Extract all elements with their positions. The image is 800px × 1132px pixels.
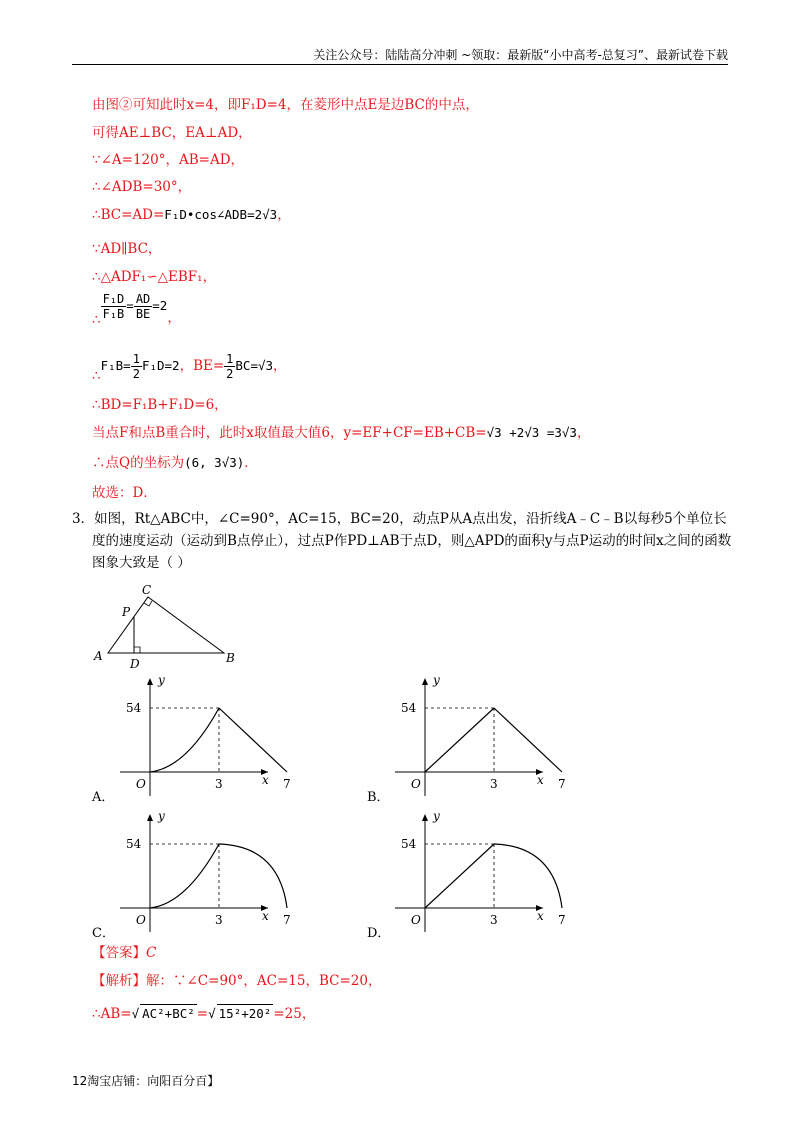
y-tick-54: 54 [401,701,417,715]
option-b [365,672,566,806]
solution-line-1: 由图②可知此时x=4，即F₁D=4，在菱形中点E是边BC的中点， [92,97,479,113]
graph-segment-2 [494,844,562,908]
line9-suffix: ， [273,358,287,374]
x-axis-label: x [537,909,544,923]
x-tick-7: 7 [283,777,291,791]
triangle-figure [88,583,248,673]
question-number: 3． [72,511,95,527]
line9-c: ，BE= [179,358,225,374]
y-axis-label: y [158,809,165,823]
line12-suffix: ． [244,455,258,471]
y-axis-label: y [433,673,440,687]
graph-segment-1 [425,844,494,908]
y-axis-arrow [147,678,153,685]
line9-d: BC=√3 [235,358,274,373]
solution-line-6: ∵AD∥BC， [92,241,162,257]
option-label-d[interactable]: D． [367,926,391,941]
ab-expr-2: 15²+20² [218,1006,272,1021]
option-label-b[interactable]: B． [367,790,390,805]
line12-text: ∴点Q的坐标为 [92,455,185,471]
solution-line-2: 可得AE⊥BC，EA⊥AD， [92,125,252,141]
solution-line-12 [92,454,258,472]
graph-segment-1 [150,844,219,908]
graph-segment-2 [219,844,287,908]
analysis-line [92,972,381,990]
line11-text: 当点F和点B重合时，此时x取值最大值6，y=EF+CF=EB+CB= [92,425,487,441]
x-axis-label: x [262,773,269,787]
header-text: 关注公众号：陆陆高分冲刺 ~领取：最新版“小中高考-总复习”、最新试卷下载 [313,48,728,62]
solution-line-11 [92,424,590,442]
line5-suffix: ， [277,207,291,223]
option-a [90,672,291,806]
origin-label: O [411,913,421,927]
option-graph-c [90,808,291,938]
x-tick-3: 3 [215,777,223,791]
page-header [72,40,728,65]
line5-expr: F₁D•cos∠ADB=2√3 [164,207,278,222]
option-d [365,808,566,942]
option-label-c[interactable]: C． [92,926,115,941]
x-axis-label: x [537,773,544,787]
line9-frac: $\frac{1}{2}$ [132,352,140,381]
origin-label: O [411,777,421,791]
solution-line-8: ∴ $\frac{\text{F₁D}}{\text{F₁B}}$ = $\frac{AD}{BE}$ =2， [92,292,181,328]
x-axis-label: x [262,909,269,923]
x-tick-3: 3 [215,913,223,927]
solution-line-10: ∴BD=F₁B+F₁D=6， [92,397,228,413]
ab-suffix: =25， [273,1006,316,1022]
option-graph-b [365,672,566,802]
solution-line-3: ∵∠A=120°，AB=AD， [92,152,245,168]
label-D: D [130,657,140,671]
origin-label: O [136,913,146,927]
ab-expr-1: AC²+BC² [142,1006,195,1021]
option-label-a[interactable]: A． [92,790,115,805]
y-axis-arrow [147,814,153,821]
ab-prefix: ∴AB= [92,1006,132,1022]
option-graph-d [365,808,566,938]
y-tick-54: 54 [401,837,417,851]
answer-label: 【答案】 [92,945,146,961]
line5-prefix: ∴BC=AD= [92,207,165,223]
line8-frac-1: $\frac{\text{F₁D}}{\text{F₁B}}$ [102,292,125,321]
label-B: B [226,651,235,665]
question-text: 如图，Rt△ABC中，∠C=90°，AC=15，BC=20，动点P从A点出发，沿折线A﹣C﹣B以每秒5个单位长度的速度运动（运动到B点停止），过点P作PD⊥AB于点D，则△APD的面积y与点P运动的时间x之间的函数图象大致是（ ） [92,511,732,571]
graph-segment-2 [494,708,562,772]
origin-label: O [136,777,146,791]
x-tick-3: 3 [490,913,498,927]
y-axis-arrow [422,814,428,821]
label-A: A [94,649,103,663]
graph-segment-1 [150,708,219,772]
analysis-line-2: ∴AB=√ AC²+BC² =√ 15²+20² =25， [92,1006,316,1022]
label-C: C [142,583,152,597]
solution-line-4: ∴∠ADB=30°， [92,179,192,195]
line9-frac-2: $\frac{1}{2}$ [226,352,234,381]
line8-prefix: ∴ [92,312,101,328]
option-graph-a [90,672,291,802]
line9-a: F₁B= [100,358,131,373]
option-c [90,808,291,942]
answer-value: C [146,945,157,961]
solution-line-5 [92,206,291,224]
analysis-label: 【解析】 [92,973,146,989]
line8-suffix: ， [167,310,181,326]
y-tick-54: 54 [126,837,142,851]
graph-segment-1 [425,708,494,772]
x-tick-7: 7 [558,913,566,927]
question-3 [72,508,732,574]
line9-prefix: ∴ [92,368,101,384]
x-tick-7: 7 [558,777,566,791]
line8-frac-2: $\frac{AD}{BE}$ [135,292,151,321]
analysis-text: 解：∵∠C=90°，AC=15，BC=20， [146,973,382,989]
solution-line-7: ∴△ADF₁∽△EBF₁， [92,269,217,285]
x-tick-7: 7 [283,913,291,927]
y-axis-label: y [433,809,440,823]
line11-suffix: ， [576,425,591,441]
solution-line-13: 故选：D． [92,485,157,501]
y-axis-arrow [422,678,428,685]
line11-expr: √3 +2√3 =3√3 [486,425,577,440]
line8-rhs: =2 [152,298,168,313]
y-axis-label: y [158,673,165,687]
answer-line [92,944,156,962]
x-tick-3: 3 [490,777,498,791]
label-P: P [122,605,131,619]
page-footer: 12淘宝店铺：向阳百分百】 [72,1074,220,1088]
y-tick-54: 54 [126,701,142,715]
line12-expr: (6, 3√3) [184,455,245,470]
line9-b: F₁D=2 [141,358,180,373]
solution-line-9 [92,352,287,385]
graph-segment-2 [219,708,287,772]
ab-eq: = [196,1006,209,1022]
